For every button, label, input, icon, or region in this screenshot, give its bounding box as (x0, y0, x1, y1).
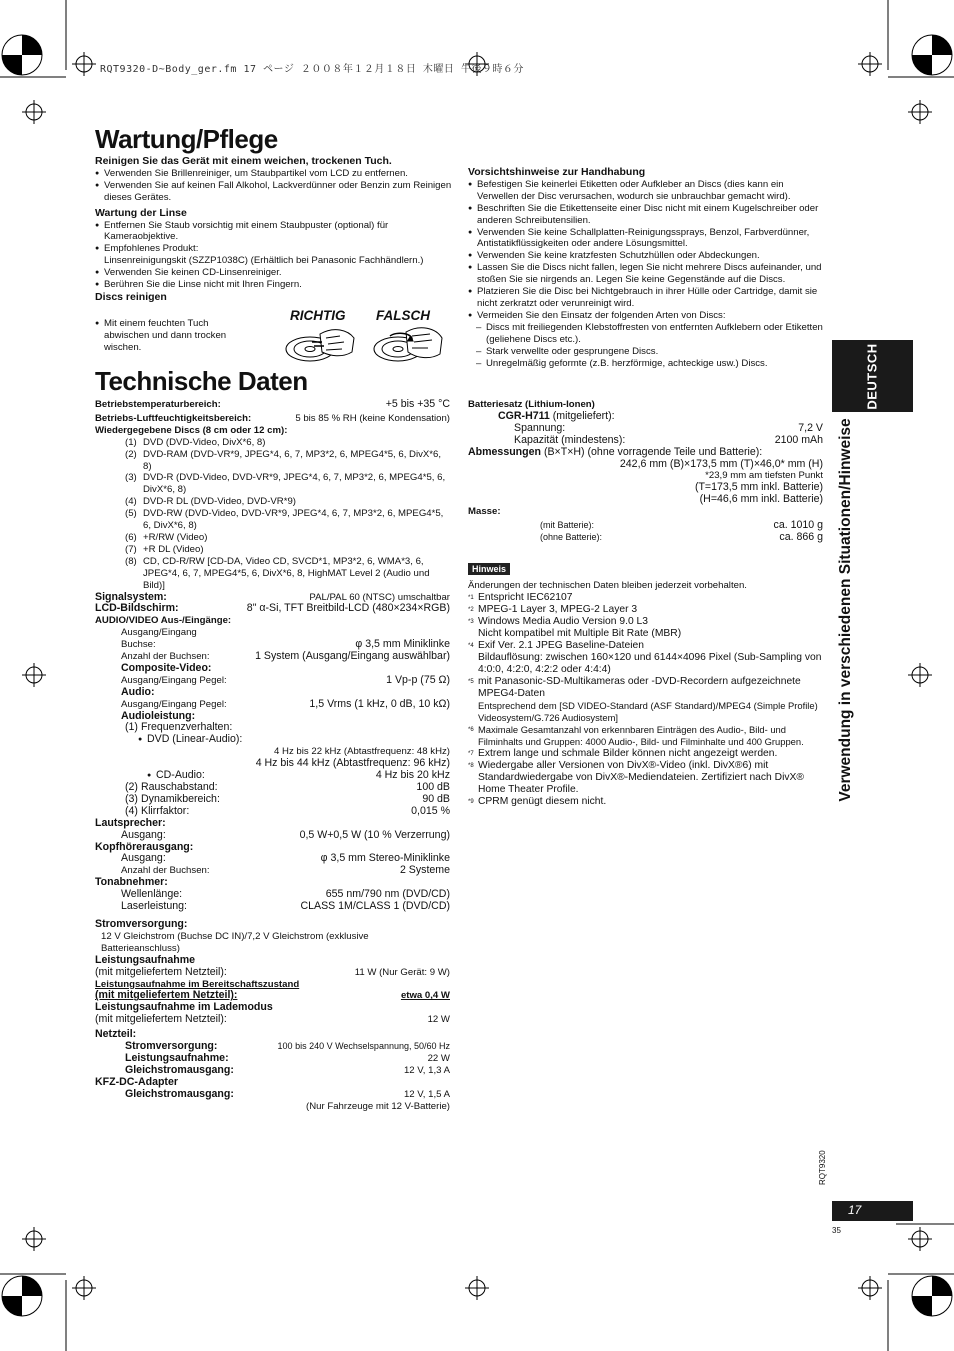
op-temp-label: Betriebstemperaturbereich: (95, 399, 221, 410)
disc-item: (2) DVD-RAM (DVD-VR*9, JPEG*4, 6, 7, MP3*2, 6, MPEG4*5, 6, DivX*6, 8) (125, 448, 442, 472)
wavelength-label: Wellenlänge: (121, 888, 183, 901)
car-out-label: Gleichstromausgang: (125, 1087, 234, 1100)
headphone-label: Kopfhörerausgang: (95, 840, 194, 853)
dimensions-value: 242,6 mm (B)×173,5 mm (T)×46,0* mm (H) (619, 457, 823, 470)
disc-list (95, 437, 450, 592)
audio-performance-label: Audioleistung: (121, 709, 196, 722)
signal-value: PAL/PAL 60 (NTSC) umschaltbar (309, 591, 450, 603)
doc-code: RQT9320 (818, 1150, 827, 1185)
audio-level-label: Ausgang/Eingang Pegel: (121, 698, 227, 710)
cd-audio-label: ● CD-Audio: (147, 770, 205, 782)
footnote: *7 Extrem lange und schmale Bilder können nicht angezeigt werden. (468, 747, 778, 759)
disc-item: (7) +R DL (Video) (125, 543, 204, 555)
consumption-value: 11 W (Nur Gerät: 9 W) (354, 966, 450, 978)
speaker-out-value: 0,5 W+0,5 W (10 % Verzerrung) (299, 828, 450, 841)
mass-bat-value: ca. 1010 g (773, 519, 823, 532)
vorsicht-bullet: ● Platzieren Sie die Disc bei Nichtgebrauch in ihrer Hülle oder Cartridge, damit sie nicht zerkratzt oder verunreinigt wird. (468, 286, 823, 310)
car-out-value: 12 V, 1,5 A (403, 1088, 450, 1100)
language-tab-label: DEUTSCH (865, 342, 880, 410)
footnote: Nicht kompatibel mit Multiple Bit Rate (MBR) (478, 627, 682, 639)
vorsicht-bullet: ● Verwenden Sie keine kratzfesten Schutzhüllen oder Abdeckungen. (468, 250, 823, 262)
discs-clean-bullet: ● Mit einem feuchten Tuch abwischen und dann trocken wischen. (95, 318, 244, 354)
mass-nobat-label: (ohne Batterie): (540, 531, 603, 542)
humidity-value: 5 bis 85 % RH (keine Kondensation) (295, 412, 450, 424)
discs-label: Wiedergegebene Discs (8 cm oder 12 cm): (95, 424, 288, 436)
av-jack-sublabel: Buchse: (121, 639, 156, 651)
language-tab (832, 340, 913, 412)
footnote: *3 Windows Media Audio Version 9.0 L3 (468, 615, 648, 627)
disc-item: (4) DVD-R DL (DVD-Video, DVD-VR*9) (125, 496, 296, 508)
registration-mark-icon (2, 35, 42, 75)
lens-bullet: ● Berühren Sie die Linse nicht mit Ihren Fingern. (95, 279, 453, 291)
thd-label: (4) Klirrfaktor: (125, 804, 190, 817)
dvd-96-value: 4 Hz bis 44 kHz (Abtastfrequenz: 96 kHz) (255, 757, 450, 770)
standby-label: Leistungsaufnahme im Bereitschaftszustand (95, 978, 300, 990)
hinweis-tag: Hinweis (468, 563, 510, 575)
intro-heading: Reinigen Sie das Gerät mit einem weichen, trockenen Tuch. (95, 155, 392, 167)
standby-sublabel: (mit mitgeliefertem Netzteil): (95, 989, 238, 1002)
disc-item: (1) DVD (DVD-Video, DivX*6, 8) (125, 436, 266, 448)
lens-bullet: ● Entfernen Sie Staub vorsichtig mit einem Staubpuster (optional) für Kameraobjektive. (95, 220, 453, 244)
footnote: *9 CPRM genügt diesem nicht. (468, 795, 607, 807)
hinweis-section (468, 563, 823, 808)
lens-bullet: ● Verwenden Sie keinen CD-Linsenreiniger. (95, 267, 453, 279)
speaker-label: Lautsprecher: (95, 816, 166, 829)
power-value: 12 V Gleichstrom (Buchse DC IN)/7,2 V Gleichstrom (exklusive Batterieanschluss) (101, 930, 369, 954)
op-temp-value: +5 bis +35 °C (385, 398, 450, 410)
av-count-label: Anzahl der Buchsen: (121, 651, 210, 663)
headphone-count-label: Anzahl der Buchsen: (121, 865, 210, 877)
dvd-linear-label: ● DVD (Linear-Audio): (95, 734, 450, 746)
section-side-text: Verwendung in verschiedenen Situationen/Hinweise (837, 418, 854, 802)
av-label: AUDIO/VIDEO Aus-/Eingänge: (95, 615, 232, 627)
file-header-line: RQT9320-D~Body_ger.fm 17 ページ ２００８年１２月１８日 木曜日 午後９時６分 (100, 64, 524, 75)
vorsicht-section (468, 167, 823, 369)
composite-level-value: 1 Vp-p (75 Ω) (386, 673, 450, 686)
adapter-label: Netzteil: (95, 1028, 137, 1041)
vorsicht-bullet: ● Verwenden Sie keine Schallplatten-Reinigungssprays, Benzol, Farbverdünner, Antistatikflüssigkeiten oder andere Lösungsmittel. (468, 227, 823, 251)
footnote: *1 Entspricht IEC62107 (468, 591, 573, 603)
av-count-value: 1 System (Ausgang/Eingang auswählbar) (255, 650, 450, 663)
headphone-count-value: 2 Systeme (399, 864, 450, 877)
lens-product: Linsenreinigungskit (SZZP1038C) (Erhältlich bei Panasonic Fachhändlern.) (104, 255, 424, 267)
adapter-cons-value: 22 W (427, 1052, 450, 1064)
footnote: *2 MPEG-1 Layer 3, MPEG-2 Layer 3 (468, 603, 638, 615)
disc-item: (3) DVD-R (DVD-Video, DVD-VR*9, JPEG*4, 6, 7, MP3*2, 6, MPEG4*5, 6, DivX*6, 8) (125, 472, 446, 496)
vorsicht-bullet: ● Befestigen Sie keinerlei Etiketten oder Aufkleber an Discs (dies kann ein Verwellen der Disc verursachen, wodurch sie unbrauchbar gemacht wird). (468, 179, 823, 203)
adapter-power-value: 100 bis 240 V Wechselspannung, 50/60 Hz (277, 1041, 450, 1052)
page-number-small: 35 (832, 1226, 841, 1235)
vorsicht-bullet: ● Lassen Sie die Discs nicht fallen, legen Sie nicht mehrere Discs aufeinander, und stoßen Sie sie nirgends an. Legen Sie keine Gegenstände auf die Discs. (468, 262, 823, 286)
battery-capacity-value: 2100 mAh (774, 433, 823, 446)
car-adapter-label: KFZ-DC-Adapter (95, 1075, 178, 1088)
signal-label: Signalsystem: (95, 590, 167, 603)
battery-section (468, 399, 823, 544)
freq-label: (1) Frequenzverhalten: (125, 721, 233, 734)
battery-model: CGR-H711 (498, 409, 550, 422)
hinweis-change: Änderungen der technischen Daten bleiben jederzeit vorbehalten. (468, 579, 747, 591)
laser-label: Laserleistung: (121, 900, 187, 913)
disc-item: (8) CD, CD-R/RW [CD-DA, Video CD, SVCD*1, MP3*2, 6, WMA*3, 6, JPEG*4, 6, 7, MPEG4*5, 6, DivX*6, 8, HighMAT Level 2 (Audio und Bild)] (125, 555, 430, 591)
disc-wrong-icon (374, 328, 442, 361)
battery-capacity-label: Kapazität (mindestens): (514, 433, 626, 446)
av-jack-label: Ausgang/Eingang (121, 627, 197, 639)
intro-bullet: ● Verwenden Sie auf keinen Fall Alkohol, Lackverdünner oder Benzin zum Reinigen dieses Gerätes. (95, 180, 453, 204)
wartung-title: Wartung/Pflege (95, 124, 278, 154)
vorsicht-bullet: ● Vermeiden Sie den Einsatz der folgenden Arten von Discs: (468, 310, 823, 322)
page-number: 17 (848, 1203, 862, 1217)
dimensions-h: (H=46,6 mm inkl. Batterie) (699, 493, 823, 506)
thd-value: 0,015 % (411, 804, 450, 817)
footnote: Entsprechend dem [SD VIDEO-Standard (ASF Standard)/MPEG4 (Simple Profile) Videosystem/G.726 Audiosystem] (478, 699, 818, 723)
charge-value: 12 W (427, 1014, 450, 1026)
dimensions-t: (T=173,5 mm inkl. Batterie) (694, 481, 823, 494)
dimensions-label: Abmessungen (468, 445, 541, 458)
vorsicht-dash: – Stark verwellte oder gesprungene Discs. (468, 346, 823, 358)
consumption-sublabel: (mit mitgeliefertem Netzteil): (95, 965, 227, 978)
charge-sublabel: (mit mitgeliefertem Netzteil): (95, 1013, 227, 1026)
mass-label: Masse: (468, 506, 501, 518)
richtig-label: RICHTIG (290, 308, 346, 323)
discs-clean-heading: Discs reinigen (95, 290, 167, 303)
disc-cleaning-illustration (282, 322, 452, 370)
dimensions-star: *23,9 mm am tiefsten Punkt (705, 470, 823, 482)
cd-audio-value: 4 Hz bis 20 kHz (375, 769, 450, 782)
snr-label: (2) Rauschabstand: (125, 781, 218, 793)
adapter-out-label: Gleichstromausgang: (125, 1063, 234, 1076)
pickup-label: Tonabnehmer: (95, 876, 168, 889)
audio-label: Audio: (121, 685, 155, 698)
disc-item: (5) DVD-RW (DVD-Video, DVD-VR*9, JPEG*4, 6, 7, MP3*2, 6, MPEG4*5, 6, DivX*6, 8) (125, 508, 444, 532)
laser-value: CLASS 1M/CLASS 1 (DVD/CD) (300, 900, 450, 913)
vorsicht-dash: – Unregelmäßig geformte (z.B. herzförmige, achteckige usw.) Discs. (468, 358, 823, 370)
av-jack-value: φ 3,5 mm Miniklinke (355, 638, 450, 651)
footnote: *8 Wiedergabe aller Versionen von DivX®-Video (inkl. DivX®6) mit Standardwiedergabe von DivX®-Mediendateien. Zertifiziert nach DivX® Home Theater Profile. (468, 759, 804, 795)
lcd-value: 8" α-Si, TFT Breitbild-LCD (480×234×RGB) (246, 602, 450, 615)
audio-level-value: 1,5 Vrms (1 kHz, 0 dB, 10 kΩ) (309, 697, 450, 710)
wartung-section (95, 156, 453, 304)
vorsicht-heading: Vorsichtshinweise zur Handhabung (468, 166, 646, 178)
speaker-out-label: Ausgang: (121, 828, 166, 841)
battery-model-note: (mitgeliefert): (552, 409, 615, 422)
adapter-power-label: Stromversorgung: (125, 1040, 218, 1053)
falsch-label: FALSCH (376, 308, 430, 323)
disc-item: (6) +R/RW (Video) (125, 531, 208, 543)
footnote: *4 Exif Ver. 2.1 JPEG Baseline-Dateien (468, 639, 644, 651)
power-label: Stromversorgung: (95, 917, 188, 930)
adapter-cons-label: Leistungsaufnahme: (125, 1051, 229, 1064)
section-side-label (828, 420, 864, 800)
tech-specs (95, 399, 450, 1112)
composite-label: Composite-Video: (121, 661, 212, 674)
dimensions-note: (B×T×H) (ohne vorragende Teile und Batterie): (543, 445, 763, 458)
dynamic-value: 90 dB (422, 792, 450, 805)
dynamic-label: (3) Dynamikbereich: (125, 792, 220, 805)
battery-label: Batteriesatz (Lithium-Ionen) (468, 399, 595, 410)
headphone-out-label: Ausgang: (121, 852, 166, 865)
mass-nobat-value: ca. 866 g (779, 530, 823, 543)
battery-voltage-label: Spannung: (514, 421, 566, 434)
mass-bat-label: (mit Batterie): (540, 520, 595, 531)
dvd-48-value: 4 Hz bis 22 kHz (Abtastfrequenz: 48 kHz) (274, 746, 450, 758)
headphone-out-value: φ 3,5 mm Stereo-Miniklinke (320, 852, 450, 865)
footnote: *6 Maximale Gesamtanzahl von erkennbaren Einträgen des Audio-, Bild- und Filminhalts und Gruppen: 4000 Audio-, Bild- und Filminhalte und 400 Gruppen. (468, 723, 804, 747)
intro-bullet: ● Verwenden Sie Brillenreiniger, um Staubpartikel vom LCD zu entfernen. (95, 168, 453, 180)
lens-heading: Wartung der Linse (95, 206, 187, 219)
consumption-label: Leistungsaufnahme (95, 953, 196, 966)
composite-level-label: Ausgang/Eingang Pegel: (121, 674, 227, 686)
adapter-out-value: 12 V, 1,3 A (403, 1064, 450, 1076)
lens-bullet: ● Empfohlenes Produkt: (95, 243, 453, 255)
wavelength-value: 655 nm/790 nm (DVD/CD) (325, 888, 450, 901)
disc-correct-icon (286, 330, 354, 361)
tech-title: Technische Daten (95, 366, 308, 396)
humidity-label: Betriebs-Luftfeuchtigkeitsbereich: (95, 412, 252, 424)
standby-value: etwa 0,4 W (400, 990, 450, 1002)
vorsicht-bullet: ● Beschriften Sie die Etikettenseite einer Disc nicht mit einem Kugelschreiber oder anderen Schreibutensilien. (468, 203, 823, 227)
footnote: Bildauflösung: zwischen 160×120 und 6144×4096 Pixel (Sub-Sampling von 4:0:0, 4:2:0, 4:2:2 oder 4:4:4) (478, 651, 822, 675)
lcd-label: LCD-Bildschirm: (95, 602, 179, 615)
page-number-box (832, 1201, 913, 1221)
battery-voltage-value: 7,2 V (798, 421, 823, 434)
snr-value: 100 dB (416, 781, 450, 793)
footnote: *5 mit Panasonic-SD-Multikameras oder -DVD-Recordern aufgezeichnete MPEG4-Daten (468, 675, 801, 699)
charge-label: Leistungsaufnahme im Lademodus (95, 1001, 273, 1014)
vorsicht-dash: – Discs mit freiliegenden Klebstoffresten von entfernten Aufklebern oder Etiketten (geliehene Discs etc.). (468, 322, 823, 346)
car-note: (Nur Fahrzeuge mit 12 V-Batterie) (306, 1100, 450, 1112)
